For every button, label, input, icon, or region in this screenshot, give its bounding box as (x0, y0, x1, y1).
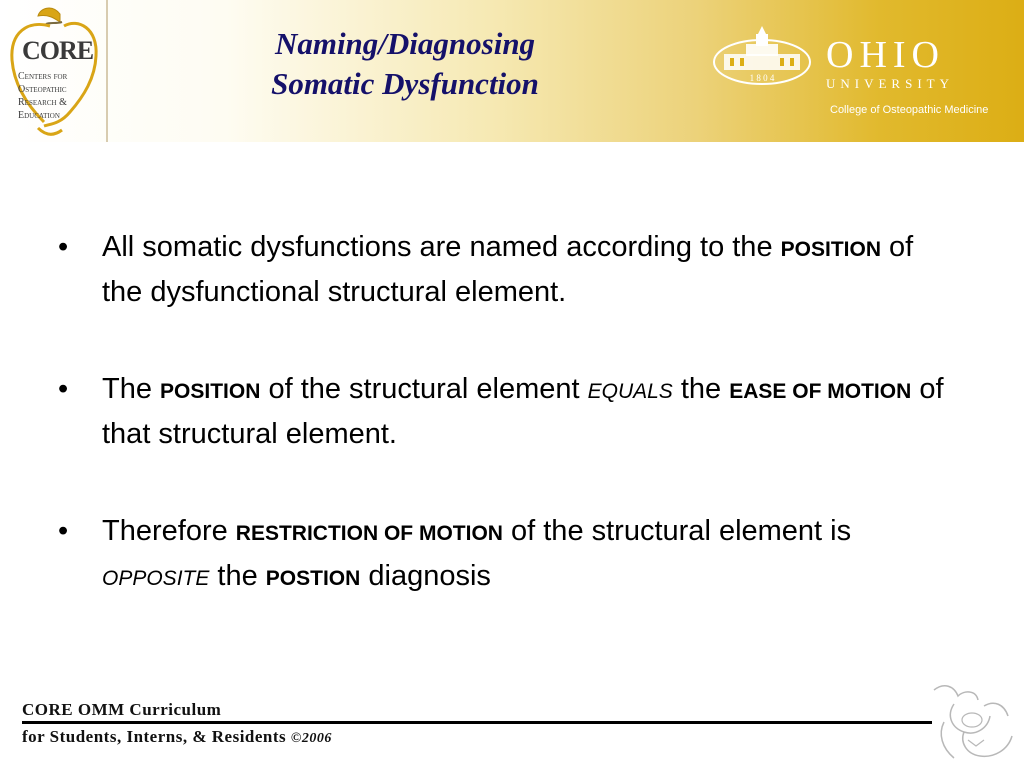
ohio-university-wordmark (826, 36, 954, 92)
ohio-name: OHIO (826, 34, 945, 76)
bullet-glyph: • (58, 515, 69, 547)
slide-title-line-2: Somatic Dysfunction (271, 66, 539, 101)
bullet-emphasis-bold: POSTION (265, 567, 361, 590)
anatomy-sketch-icon (924, 676, 1020, 766)
footer-audience-text: for Students, Interns, & Residents (22, 727, 291, 746)
bullet-text-segment: of the dysfunctional structural element. (102, 231, 914, 308)
bullet-item (58, 226, 958, 313)
bullet-text-segment: Therefore (102, 515, 236, 547)
bullet-emphasis-italic: EQUALS (587, 380, 673, 403)
bullet-text-segment: All somatic dysfunctions are named according to the (102, 231, 781, 263)
bullet-item (58, 510, 958, 600)
bullet-text-segment: The (102, 373, 161, 405)
core-logo-line: Osteopathic (18, 84, 67, 95)
ohio-seal-year: 1 8 0 4 (749, 73, 775, 83)
bullet-emphasis-bold: EASE OF MOTION (729, 380, 912, 403)
footer-audience (22, 727, 332, 747)
bullet-glyph: • (58, 373, 69, 405)
bullet-emphasis-bold: RESTRICTION OF MOTION (235, 522, 503, 545)
bullet-text-segment: the (672, 373, 730, 405)
core-logo-line: Centers for (18, 71, 68, 82)
bullet-list (58, 226, 958, 655)
core-logo (0, 0, 104, 142)
footer-divider (22, 721, 932, 724)
slide-title-line-1: Naming/Diagnosing (274, 26, 536, 61)
core-logo-line: Education (18, 110, 60, 121)
ohio-university-text: UNIVERSITY (826, 76, 954, 91)
bullet-text-segment: the (209, 560, 266, 592)
bullet-emphasis-bold: POSITION (160, 380, 261, 403)
bullet-glyph: • (58, 231, 69, 263)
slide-title (190, 24, 620, 104)
bullet-text-segment: of that structural element. (102, 373, 944, 450)
building-seal-icon (710, 26, 814, 88)
core-logo-line: Research & (18, 97, 67, 108)
bullet-item (58, 368, 958, 455)
footer-curriculum: CORE OMM Curriculum (22, 700, 222, 719)
footer-copyright: ©2006 (290, 731, 332, 746)
ohio-university-seal (710, 26, 814, 88)
college-name: College of Osteopathic Medicine (830, 104, 989, 116)
bullet-text-segment: diagnosis (360, 560, 491, 592)
bullet-text-segment: of the structural element is (502, 515, 852, 547)
bullet-emphasis-bold: POSITION (780, 238, 881, 261)
bullet-text-segment: of the structural element (260, 373, 588, 405)
core-logo-subtitle (18, 70, 102, 122)
core-logo-word: CORE (22, 36, 94, 65)
bullet-emphasis-italic: OPPOSITE (102, 567, 210, 590)
header-divider (106, 0, 108, 142)
